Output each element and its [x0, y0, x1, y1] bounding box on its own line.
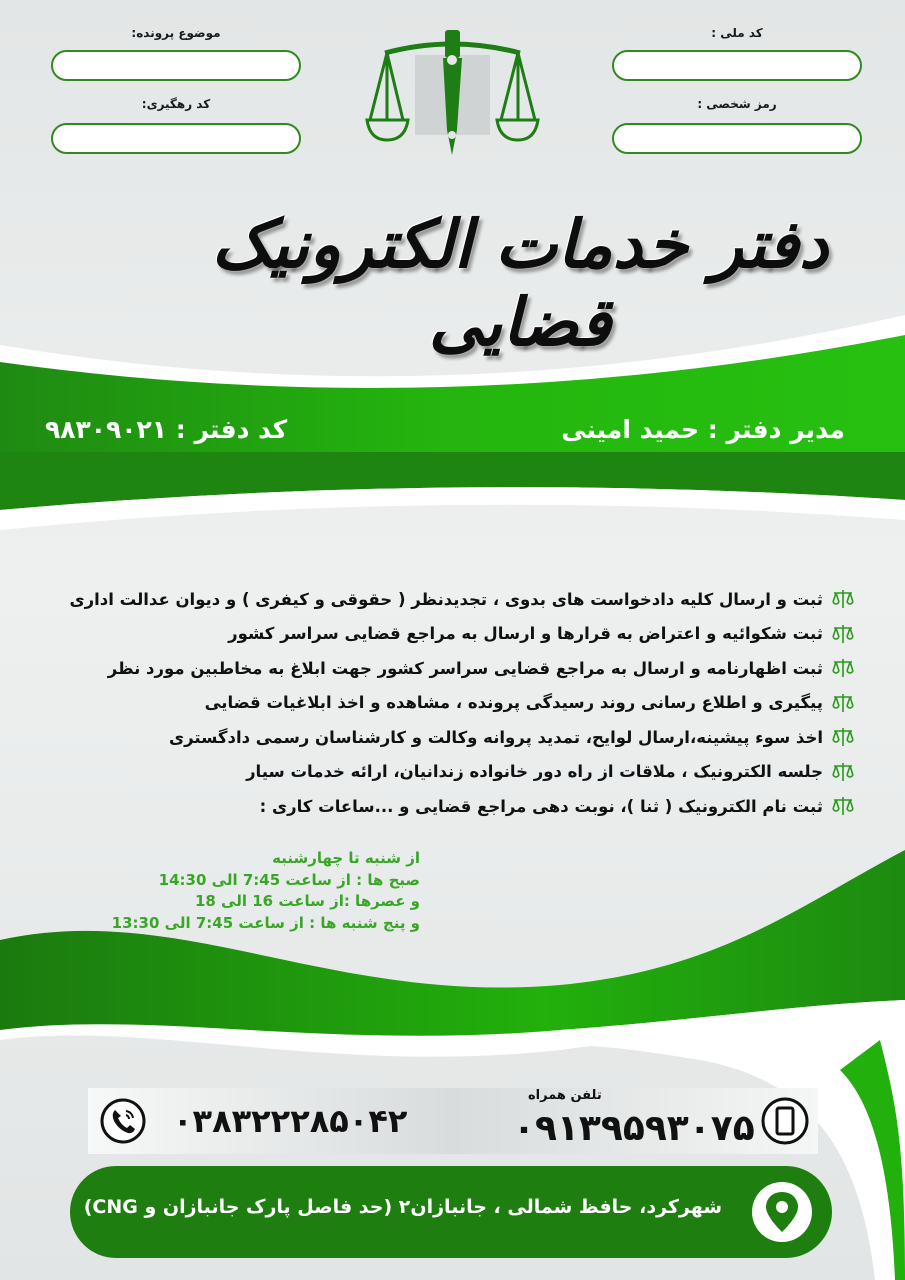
case-subject-input[interactable] [51, 50, 301, 81]
list-item: پیگیری و اطلاع رسانی روند رسیدگی پرونده ، مشاهده و اخذ ابلاغیات قضایی [55, 686, 855, 721]
page-title: دفتر خدمات الکترونیک قضایی [211, 205, 829, 361]
national-code-input[interactable] [612, 50, 862, 81]
national-code-label: کد ملی : [711, 26, 763, 40]
landline-number[interactable]: ۰۳۸۳۲۲۲۸۵۰۴۲ [173, 1102, 408, 1140]
address-bar [70, 1166, 832, 1258]
mobile-phone-icon [760, 1096, 810, 1146]
services-list [55, 582, 855, 824]
working-hours: از شنبه تا چهارشنبه صبح ها : از ساعت 7:45 الی 14:30 و عصرها :از ساعت 16 الی 18 و پنج شنبه ها : از ساعت 7:45 الی 13:30 [111, 849, 420, 932]
list-item: جلسه الکترونیک ، ملاقات از راه دور خانواده زندانیان، ارائه خدمات سیار [55, 755, 855, 790]
scales-icon [831, 761, 855, 783]
list-item: ثبت اظهارنامه و ارسال به مراجع قضایی سراسر کشور جهت ابلاغ به مخاطبین مورد نظر [55, 651, 855, 686]
tracking-code-label: کد رهگیری: [141, 97, 211, 111]
contact-bar [88, 1088, 818, 1154]
scales-of-justice-icon [365, 25, 540, 165]
list-item: اخذ سوء پیشینه،ارسال لوایح، تمدید پروانه وکالت و کارشناسان رسمی دادگستری [55, 720, 855, 755]
list-item: ثبت و ارسال کلیه دادخواست های بدوی ، تجدیدنظر ( حقوقی و کیفری ) و دیوان عدالت اداری [55, 582, 855, 617]
scales-icon [831, 726, 855, 748]
location-pin-icon [750, 1180, 814, 1244]
phone-icon[interactable] [100, 1098, 146, 1144]
list-item: ثبت شکوائیه و اعتراض به قرارها و ارسال به مراجع قضایی سراسر کشور [55, 617, 855, 652]
tracking-code-input[interactable] [51, 123, 301, 154]
personal-password-input[interactable] [612, 123, 862, 154]
office-code: کد دفتر : ۹۸۳۰۹۰۲۱ [45, 415, 288, 444]
scales-icon [831, 795, 855, 817]
mobile-label: تلفن همراه [528, 1088, 602, 1103]
personal-password-label: رمز شخصی : [697, 97, 777, 111]
scales-icon [831, 692, 855, 714]
address-text: شهرکرد، حافظ شمالی ، جانبازان۲ (حد فاصل پارک جانبازان و CNG) [83, 1196, 722, 1218]
case-subject-label: موضوع پرونده: [131, 26, 221, 40]
scales-icon [831, 623, 855, 645]
scales-icon [831, 588, 855, 610]
scales-icon [831, 657, 855, 679]
office-manager: مدیر دفتر : حمید امینی [561, 415, 845, 444]
mobile-number[interactable]: ۰۹۱۳۹۵۹۳۰۷۵ [513, 1108, 755, 1149]
list-item: ثبت نام الکترونیک ( ثنا )، نوبت دهی مراجع قضایی و ...ساعات کاری : [55, 789, 855, 824]
